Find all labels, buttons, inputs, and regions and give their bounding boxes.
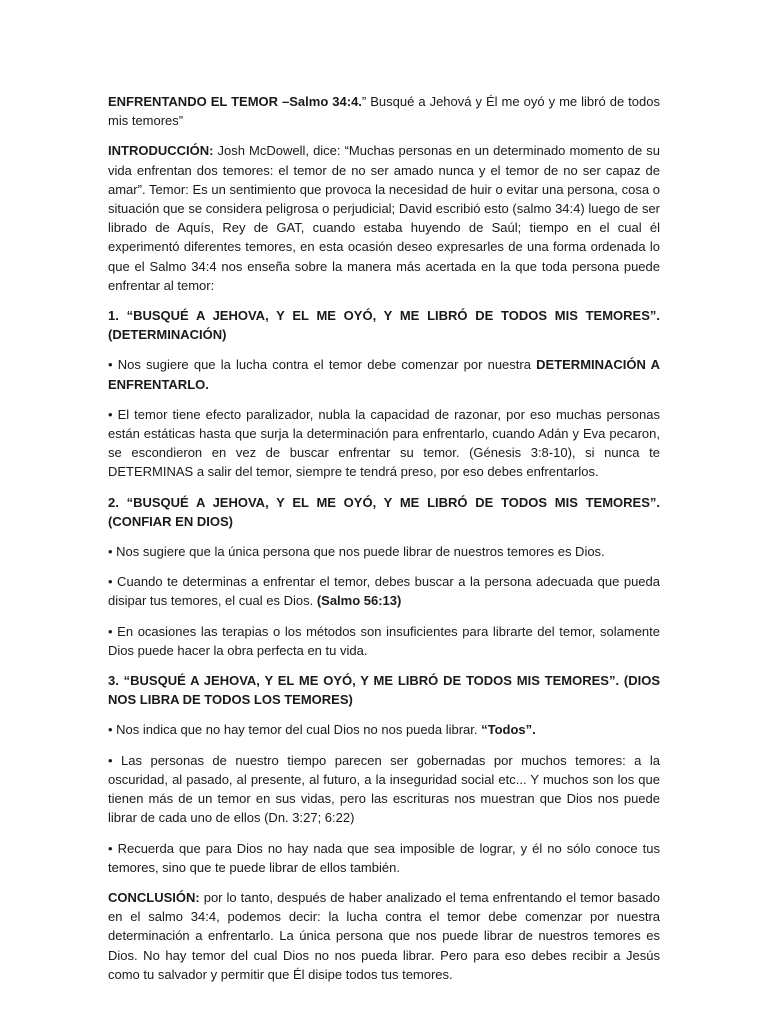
- section-1-bullet-1: [108, 355, 660, 393]
- title-bold: ENFRENTANDO EL TEMOR –Salmo 34:4.: [108, 94, 362, 109]
- section-1-bullet-2: • El temor tiene efecto paralizador, nubla la capacidad de razonar, por eso muchas personas están estáticas hasta que surja la determinación para enfrentarlo, cuando Adán y Eva pecaron, se escondieron en vez de buscar enfrentar su temor. (Génesis 3:8-10), si nunca te DETERMINAS a salir del temor, siempre te tendrá preso, por eso debes enfrentarlos.: [108, 406, 660, 480]
- section-3-heading: [108, 671, 660, 709]
- document-title: [108, 92, 660, 130]
- introduction-label: INTRODUCCIÓN:: [108, 143, 214, 159]
- section-3-heading-text: 3. “BUSQUÉ A JEHOVA, Y EL ME OYÓ, Y ME LIBRÓ DE TODOS MIS TEMORES”. (DIOS NOS LIBRA DE TODOS LOS TEMORES): [108, 673, 660, 708]
- introduction-paragraph: [108, 141, 660, 295]
- section-2-bullet-2: [108, 572, 660, 610]
- section-2-bullet-3: • En ocasiones las terapias o los métodos son insuficientes para librarte del temor, solamente Dios puede hacer la obra perfecta en tu vida.: [108, 623, 660, 658]
- document-page: [108, 92, 660, 995]
- section-2-bullet-1: • Nos sugiere que la única persona que nos puede librar de nuestros temores es Dios.: [108, 544, 605, 560]
- section-3-bullet-1: [108, 720, 660, 739]
- section-3-bullet-1-text: • Nos indica que no hay temor del cual Dios no nos pueda librar.: [108, 722, 482, 738]
- conclusion-label: CONCLUSIÓN:: [108, 889, 200, 905]
- section-1-bullet-1-bold: DETERMINACIÓN A ENFRENTARLO.: [108, 357, 661, 392]
- section-2-heading-text: 2. “BUSQUÉ A JEHOVA, Y EL ME OYÓ, Y ME LIBRÓ DE TODOS MIS TEMORES”. (CONFIAR EN DIOS): [108, 494, 660, 529]
- section-1-heading: [108, 306, 660, 344]
- conclusion-paragraph: [108, 888, 660, 984]
- section-1-heading-text: 1. “BUSQUÉ A JEHOVA, Y EL ME OYÓ, Y ME LIBRÓ DE TODOS MIS TEMORES”. (DETERMINACIÓN): [108, 308, 660, 343]
- title-text: ” Busqué a Jehová y Él me oyó y me libró de todos mis temores”: [108, 94, 660, 129]
- section-3-bullet-1-bold: “Todos”.: [481, 722, 536, 738]
- introduction-text: Josh McDowell, dice: “Muchas personas en un determinado momento de su vida enfrentan dos temores: el temor de no ser amado nunca y el temor de no ser capaz de amar”. Temor: Es un sentimiento que provoca la necesidad de huir o evitar una persona, cosa o situación que se considera peligrosa o perjudicial; David escribió esto (salmo 34:4) luego de ser librado de Aquís, Rey de GAT, cuando estaba huyendo de Saúl; tiempo en el cual él experimentó diferentes temores, en esta ocasión deseo expresarles de una forma ordenada lo que el Salmo 34:4 nos enseña sobre la manera más acertada en la que toda persona puede enfrentar al temor:: [108, 143, 660, 293]
- conclusion-text: por lo tanto, después de haber analizado el tema enfrentando el temor basado en el salmo 34:4, podemos decir: la lucha contra el temor debe comenzar por nuestra determinación a enfrentarlo. La única persona que nos puede librar de nuestros temores es Dios. No hay temor del cual Dios no nos pueda librar. Pero para eso debes recibir a Jesús como tu salvador y permitir que Él disipe todos tus temores.: [108, 889, 660, 982]
- section-1-bullet-1-text: • Nos sugiere que la lucha contra el temor debe comenzar por nuestra: [108, 357, 537, 373]
- section-2-bullet-2-bold: (Salmo 56:13): [316, 593, 402, 609]
- section-2-heading: [108, 493, 660, 531]
- section-3-bullet-3: • Recuerda que para Dios no hay nada que sea imposible de lograr, y él no sólo conoce tus temores, sino que te puede librar de ellos también.: [108, 840, 660, 875]
- section-2-bullet-2-text: • Cuando te determinas a enfrentar el temor, debes buscar a la persona adecuada que pueda disipar tus temores, el cual es Dios.: [108, 574, 660, 609]
- section-3-bullet-2: • Las personas de nuestro tiempo parecen ser gobernadas por muchos temores: a la oscuridad, al pasado, al presente, al futuro, a la inseguridad social etc... Y muchos son los que tienen más de un temor en sus vidas, pero las escrituras nos muestran que Dios nos puede librar de cada uno de ellos (Dn. 3:27; 6:22): [108, 752, 660, 826]
